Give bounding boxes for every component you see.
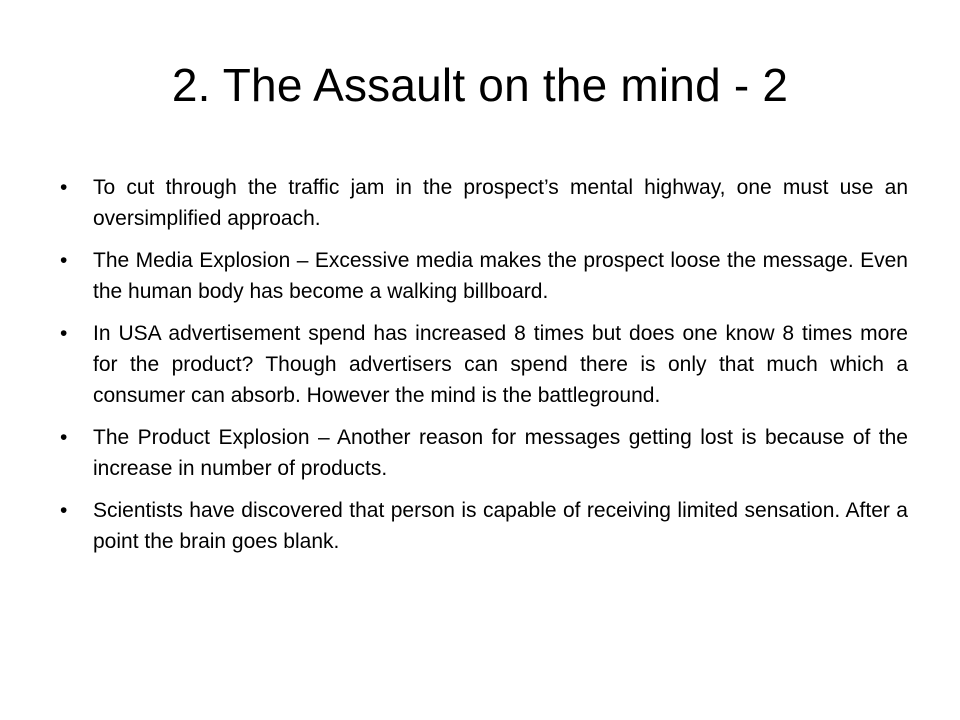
bullet-text: To cut through the traffic jam in the prospect’s mental highway, one must use an oversimplified approach.: [93, 176, 908, 230]
bullet-item: [60, 422, 908, 484]
slide-title: 2. The Assault on the mind - 2: [171, 59, 789, 111]
bullet-item: [60, 245, 908, 307]
bullet-marker: •: [60, 499, 68, 522]
bullet-marker: •: [60, 426, 68, 449]
bullet-marker: •: [60, 249, 68, 272]
bullet-item: [60, 172, 908, 234]
bullet-marker: •: [60, 322, 68, 345]
bullet-text: The Media Explosion – Excessive media makes the prospect loose the message. Even the human body has become a walking billboard.: [93, 249, 908, 303]
bullet-marker: •: [60, 176, 68, 199]
bullet-list: [60, 172, 908, 568]
bullet-text: Scientists have discovered that person is capable of receiving limited sensation. After a point the brain goes blank.: [93, 499, 908, 553]
bullet-text: The Product Explosion – Another reason for messages getting lost is because of the increase in number of products.: [93, 426, 908, 480]
bullet-item: [60, 495, 908, 557]
bullet-text: In USA advertisement spend has increased 8 times but does one know 8 times more for the product? Though advertisers can spend there is only that much which a consumer can absorb. However the mind is the battleground.: [93, 322, 908, 407]
bullet-item: [60, 318, 908, 411]
